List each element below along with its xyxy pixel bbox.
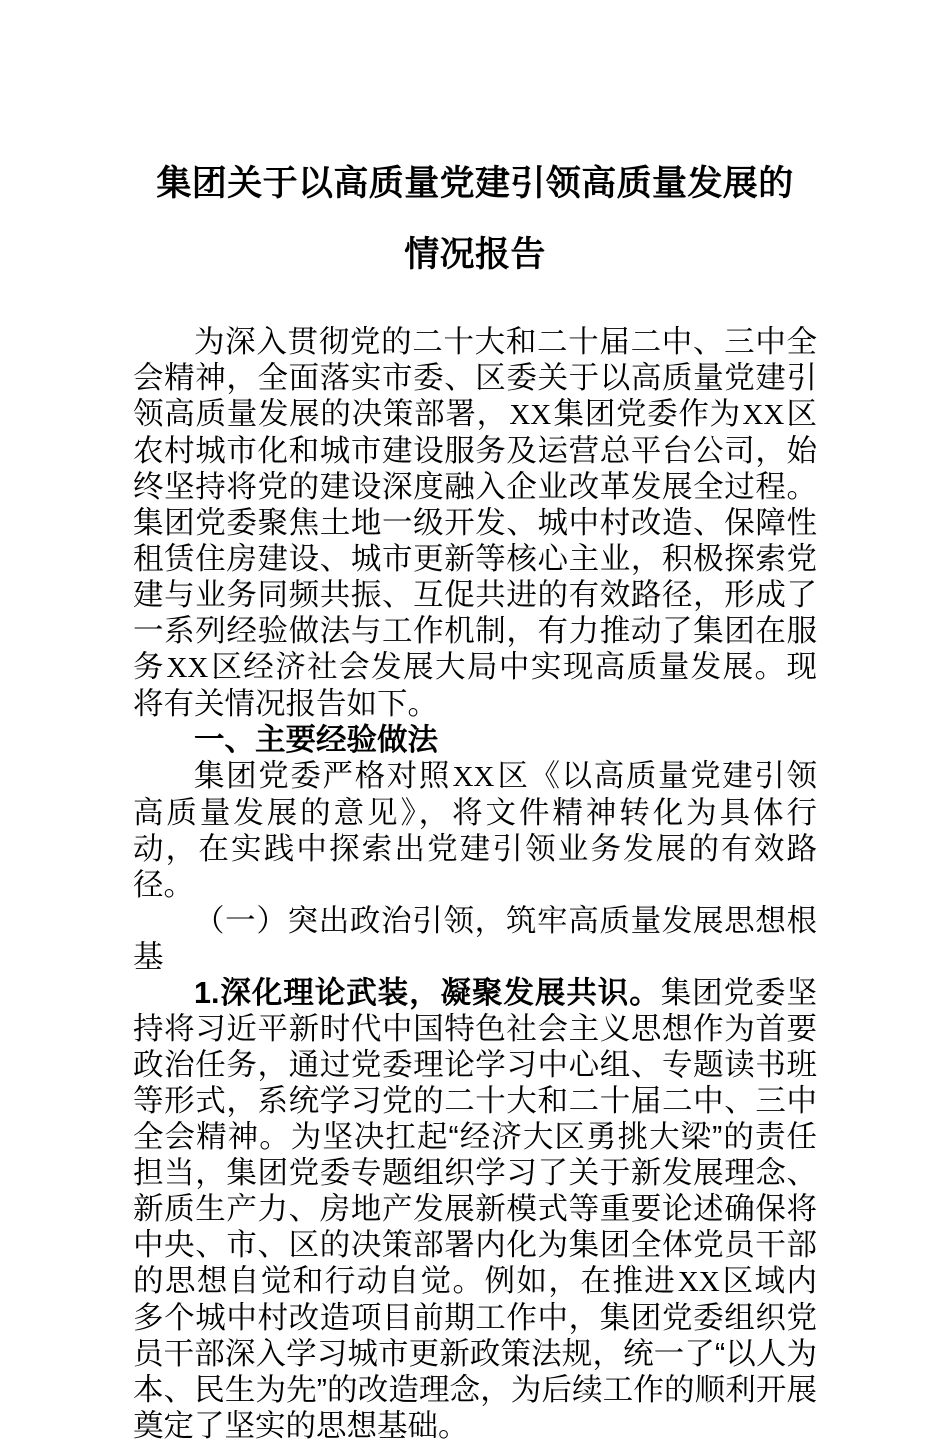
paragraph-intro: 为深入贯彻党的二十大和二十届二中、三中全会精神，全面落实市委、区委关于以高质量党建引领高质量发展的决策部署，XX集团党委作为XX区农村城市化和城市建设服务及运营总平台公司，始终坚持将党的建设深度融入企业改革发展全过程。集团党委聚焦土地一级开发、城中村改造、保障性租赁住房建设、城市更新等核心主业，积极探索党建与业务同频共振、互促共进的有效路径，形成了一系列经验做法与工作机制，有力推动了集团在服务XX区经济社会发展大局中实现高质量发展。现将有关情况报告如下。 <box>133 325 818 721</box>
heading-subsection-1-1: （一）突出政治引领，筑牢高质量发展思想根基 <box>133 904 817 974</box>
latin-run: XX <box>166 652 209 684</box>
item-lead-bold: 1.深化理论武装，凝聚发展共识。 <box>194 976 661 1010</box>
item-body-text: 集团党委坚持将习近平新时代中国特色社会主义思想作为首要政治任务，通过党委理论学习中心组、专题读书班等形式，系统学习党的二十大和二十届二中、三中全会精神。为坚决扛起“经济大区勇挑大梁”的责任担当，集团党委专题组织学习了关于新发展理念、新质生产力、房地产发展新模式等重要论述确保将中央、市、区的决策部署内化为集团全体党员干部的思想自觉和行动自觉。例如，在推进XX区域内多个城中村改造项目前期工作中，集团党委组织党员干部深入学习城市更新政策法规，统一了“以人为本、民生为先”的改造理念，为后续工作的顺利开展奠定了坚实的思想基础。 <box>133 976 818 1443</box>
latin-run: XX <box>742 399 785 431</box>
heading-section-1: 一、主要经验做法 <box>194 723 438 757</box>
document-title <box>133 0 817 290</box>
latin-run: XX <box>452 761 495 793</box>
document-title-line-1: 集团关于以高质量党建引领高质量发展的 <box>156 164 794 203</box>
document-body <box>133 324 817 1444</box>
latin-run: XX <box>677 1266 720 1298</box>
document-content-column <box>133 0 817 1444</box>
paragraph-section-1-intro: 集团党委严格对照XX区《以高质量党建引领高质量发展的意见》，将文件精神转化为具体行动，在实践中探索出党建引领业务发展的有效路径。 <box>133 759 817 902</box>
latin-run: XX <box>509 399 552 431</box>
document-title-line-2: 情况报告 <box>404 235 546 274</box>
paragraph-item-1-1-1 <box>133 975 817 1444</box>
